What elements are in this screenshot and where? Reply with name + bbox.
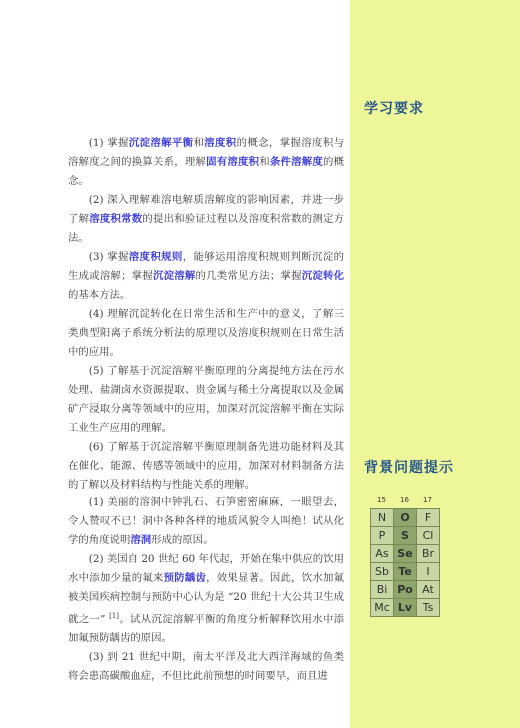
requirement-2	[68, 191, 344, 248]
background-section	[68, 493, 344, 686]
requirements-section	[68, 134, 344, 495]
element-cell: F	[417, 509, 439, 526]
text: 。试从沉淀溶解平衡的角度分析解释饮用水中添加氟预防龋齿的原因。	[68, 613, 345, 645]
element-cell: Mc	[371, 599, 393, 616]
group-numbers	[370, 496, 440, 508]
text: 和	[259, 156, 270, 168]
element-cell: O	[394, 509, 416, 526]
text: ，效果显著。因此，饮水加氟被美国疾病控制与预防中心认为是 “20 世纪十大公共卫生成就之一”	[68, 572, 345, 626]
element-cell: S	[394, 527, 416, 544]
element-cell: Se	[394, 545, 416, 562]
keyword: 沉淀转化	[301, 270, 345, 282]
text: 的几类常见方法；掌握	[195, 270, 302, 282]
citation-ref: [1]	[109, 612, 120, 620]
requirement-3	[68, 248, 344, 305]
element-grid	[370, 508, 440, 617]
text: 的概念。	[68, 156, 345, 187]
text: 和	[193, 137, 205, 149]
requirement-4: (4) 理解沉淀转化在日常生活和生产中的意义，了解三类典型阳离子系统分析法的原理以及溶度积规则在日常生活中的应用。	[68, 308, 344, 358]
keyword: 预防龋齿	[163, 572, 207, 584]
element-cell: As	[371, 545, 393, 562]
background-3: (3) 到 21 世纪中期，南太平洋及北大西洋海域的鱼类将会患高碳酸血症，不但比此前预想的时间要早，而且进	[68, 651, 344, 683]
element-cell: Te	[394, 563, 416, 580]
text: (2) 美国自 20 世纪 60 年代起，开始在集中供应的饮用水中添加少量的氟来	[68, 553, 344, 584]
element-cell: P	[371, 527, 393, 544]
text: 形成的原因。	[151, 534, 214, 546]
background-2	[68, 550, 344, 648]
keyword: 溶度积常数	[89, 213, 143, 225]
text: (1) 掌握	[88, 137, 129, 149]
element-cell: Ts	[417, 599, 439, 616]
element-cell: Cl	[417, 527, 439, 544]
text: ，能够运用溶度积规则判断沉淀的生成或溶解；掌握	[68, 251, 345, 282]
element-cell: At	[417, 581, 439, 598]
group-number: 17	[423, 496, 432, 504]
text: 的提出和验证过程以及溶度积常数的测定方法。	[68, 213, 345, 244]
element-cell: Sb	[371, 563, 393, 580]
keyword: 溶度积规则	[128, 251, 183, 263]
group-number: 15	[377, 496, 386, 504]
periodic-table-excerpt	[370, 496, 440, 617]
keyword: 溶洞	[130, 534, 152, 546]
background-1	[68, 493, 344, 550]
keyword: 沉淀溶解平衡	[128, 137, 194, 149]
text: (1) 美丽的溶洞中钟乳石、石笋密密麻麻，一眼望去，令人赞叹不已！洞中各种各样的地质风貌令人叫绝！试从化学的角度说明	[68, 496, 344, 546]
text: 的基本方法。	[68, 289, 131, 301]
keyword: 固有溶度积	[206, 156, 260, 168]
group-number: 16	[400, 496, 409, 504]
element-cell: Br	[417, 545, 439, 562]
requirement-6: (6) 了解基于沉淀溶解平衡原理制备先进功能材料及其在催化、能源、传感等领域中的应用，加深对材料制备方法的了解以及材料结构与性能关系的理解。	[68, 441, 344, 491]
requirement-5: (5) 了解基于沉淀溶解平衡原理的分离提纯方法在污水处理、盐湖卤水资源提取、贵金属与稀土分离提取以及金属矿产浸取分离等领域中的应用，加深对沉淀溶解平衡在实际工业生产应用的理解。	[68, 365, 344, 434]
requirement-1	[68, 134, 344, 191]
element-cell: Po	[394, 581, 416, 598]
text: 的概念，掌握溶度积与溶解度之间的换算关系，理解	[68, 137, 345, 168]
text: (2) 深入理解难溶电解质溶解度的影响因素，并进一步了解	[68, 194, 344, 225]
learning-requirements-heading: 学习要求	[364, 101, 424, 117]
element-cell: Bi	[371, 581, 393, 598]
element-cell: Lv	[394, 599, 416, 616]
keyword: 条件溶解度	[269, 156, 323, 168]
keyword: 沉淀溶解	[153, 270, 196, 282]
keyword: 溶度积	[204, 137, 237, 149]
element-cell: I	[417, 563, 439, 580]
text: (3) 掌握	[88, 251, 129, 263]
background-questions-heading: 背景问题提示	[364, 460, 454, 476]
element-cell: N	[371, 509, 393, 526]
